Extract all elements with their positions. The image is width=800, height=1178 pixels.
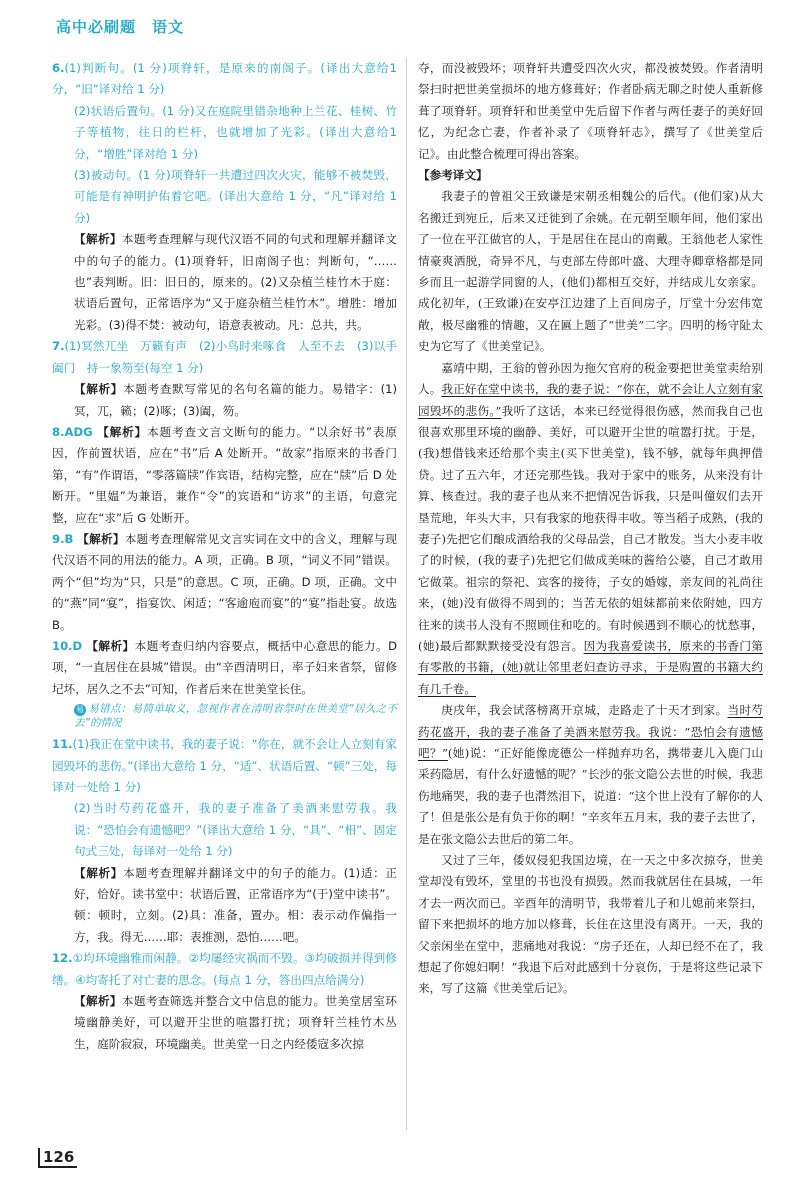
page-number: 126: [38, 1148, 77, 1168]
answer-text: (1)判断句。(1 分)项脊轩，是原来的南阁子。(译出大意给1 分，“旧”译对给 1 分): [52, 61, 397, 97]
analysis-continuation: 夺，而没被毁坏；项脊轩共遭受四次火灾，都没被焚毁。作者清明祭扫时把世美堂损坏的地方修葺好；作者卧病无聊之时使人重新修葺了项脊轩。项脊轩和世美堂中先后留下作者与两任妻子的美好回忆，为纪念亡妻，作者补录了《项脊轩志》，撰写了《世美堂后记》。由此整合梳理可得出答案。: [418, 61, 763, 161]
answer-item: [52, 336, 397, 379]
question-number: 10.: [52, 638, 73, 653]
answer-item: [52, 636, 397, 700]
left-column: [52, 58, 397, 1055]
analysis-item: [52, 379, 397, 422]
analysis-text: 本题考查文言文断句的能力。“以余好书”表原因，作前置状语，应在“书”后 A 处断开。“故家”指原来的书香门第，“有”作谓语，“零落篇牍”作宾语，结构完整，应在“牍”后 D 处断开。“里媪”为兼语，兼作“令”的宾语和“访求”的主语，句意完整，应在“求”后 G 处断开。: [52, 424, 398, 525]
analysis-item: [52, 991, 397, 1055]
answer-text: ①均环境幽雅而闲静。②均屡经灾祸而不毁。③均破损并得到修缮。④均寄托了对亡妻的思念。(每点 1 分，答出四点给满分): [52, 951, 397, 987]
question-number: 6.: [52, 61, 65, 75]
answer-text: (1)冥然兀坐 万籁有声 (2)小鸟时来啄食 人至不去 (3)以手阖门 持一象笏至(每空 1 分): [52, 339, 397, 375]
analysis-item: [52, 229, 397, 336]
question-number: 12.: [52, 951, 73, 966]
answer-item: [52, 948, 397, 991]
underlined-text: 当时芍药花盛开，我的妻子准备了美酒来慰劳我。我说：“恐怕会有遗憾吧？”: [418, 703, 763, 760]
analysis-tag: 【解析】: [74, 994, 122, 1009]
answer-text: (1)我正在堂中读书，我的妻子说：“你在，就不会让人立刻有家园毁坏的悲伤。”(译出大意给 1 分，“适”、状语后置、“顿”三处，每译对一处给 1 分): [52, 737, 397, 794]
translation-text: 我听了这话，本来已经觉得很伤感，然而我自己也很喜欢那里环境的幽静、美好，可以避开尘世的喧嚣打扰。于是，(我)想借钱来还给那个卖主(买下世美堂)，钱不够，就每年典押借贷。过了五六年，才还完那些钱。我对于家中的账务，从来没有计算、核查过。我的妻子也从来不把情况告诉我，只是叫僮奴们去开垦荒地，年头大丰，只有我家的地获得丰收。等当稻子成熟，(我的妻子)先把它们酿成酒给我的父母品尝，自己才散发。当大小麦丰收了的时候，(我的妻子)先把它们做成美味的酱给公婆，自己才敢用它做菜。祖宗的祭祀、宾客的接待，子女的婚嫁，亲友间的礼尚往来，(她)没有做得不周到的；当苦无依的姐妹都前来依附她，四方往来的读书人没有不照顾住和吃的。有时候遇到不顺心的忧愁事，(她)最后都默默接受没有怨言。: [418, 403, 763, 653]
underlined-text: 我正好在堂中读书，我的妻子说：“你在，就不会让人立刻有家园毁坏的悲伤。”: [418, 382, 763, 418]
answer-choice: ADG: [64, 424, 93, 439]
translation-text: 嘉靖中期，王翁的曾孙因为拖欠官府的税金要把世美堂卖给别人。: [418, 360, 763, 397]
analysis-text: 本题考查筛选并整合文中信息的能力。世美堂居室环境幽静美好，可以避开尘世的喧嚣打扰；项脊轩兰桂竹木丛生，庭阶寂寂，环境幽美。世美堂一日之内经倭寇多次掠: [74, 994, 397, 1051]
analysis-tag: 【解析】: [77, 531, 125, 546]
analysis-item: [52, 863, 397, 949]
analysis-text: 本题考查理解常见文言实词在文中的含义，理解与现代汉语不同的用法的能力。A 项，正确。B 项，“词义不同”错误。两个“但”均为“只，只是”的意思。C 项，正确。D 项，正确。文中的“燕”同“宴”，指宴饮、闲适；“客逾庖而宴”的“宴”指赴宴。故选 B。: [52, 531, 397, 632]
translation-text: 庚戌年，我会试落榜离开京城，走路走了十天才到家。: [441, 703, 728, 718]
analysis-tag: 【解析】: [74, 382, 124, 397]
analysis-text: 本题考查归纳内容要点，概括中心意思的能力。D 项，“一直居住在县城”错误。由“辛酉清明日，率子妇来省祭，留修圮坏，居久之不去”可知，作者后来在世美堂长住。: [52, 638, 397, 696]
column-divider: [406, 58, 407, 1130]
translation-paragraph: 我妻子的曾祖父王致谦是宋朝丞相魏公的后代。(他们家)从大名搬迁到宛丘，后来又迁徙到了余姚。在元朝至顺年间，他们家出了一位在平江做官的人，于是居住在昆山的南戴。王翁他老人家性情豪爽洒脱，奇异不凡，与吏部左侍郎叶盛、大理寺卿章格都是同乡而且一起游学同窗的人，(他们)都相互交好，并结成儿女亲家。成化初年，(王致谦)在安亭江边建了上百间房子，厅堂十分宏伟宽敞，极尽幽雅的情趣，又在匾上题了“世美”二字。四明的杨守阯太史为它写了《世美堂记》。: [418, 189, 763, 354]
answer-choice: D: [72, 638, 83, 653]
answer-item: [52, 529, 397, 636]
translation-text: (她)说：“正好能像庞德公一样抛弃功名，携带妻儿入鹿门山采药隐居，有什么好遗憾的呢？”长沙的张文隐公去世的时候，我悲伤地痛哭，我的妻子也潸然泪下，说道：“这个世上没有了解你的人了！但是张公是有负于你的啊！”辛亥年五月末，我的妻子去世了，是在张文隐公去世后的第二年。: [418, 746, 763, 846]
reference-translation-title: 【参考译文】: [418, 168, 488, 183]
answer-item: [52, 101, 397, 165]
right-column: [418, 58, 763, 1000]
answer-text: (2)状语后置句。(1 分)又在庭院里错杂地种上兰花、桂树、竹子等植物，往日的栏杆，也就增加了光彩。(译出大意给1 分，“增胜”译对给 1 分): [74, 103, 397, 161]
question-number: 8.: [52, 424, 65, 439]
question-number: 11.: [52, 737, 73, 752]
note-badge-icon: 易: [76, 705, 84, 715]
underlined-text: 因为我喜爱读书，原来的书香门第有零散的书籍，(她)就让邻里老妇查访寻求，于是购置的书籍大约有几千卷。: [418, 638, 763, 696]
answer-text: (2)当时芍药花盛开，我的妻子准备了美酒来慰劳我。我说：“恐怕会有遗憾吧？”(译出大意给 1 分，“具”、“相”、固定句式三处，每译对一处给 1 分): [74, 801, 397, 859]
answer-item: [52, 798, 397, 862]
answer-item: [52, 165, 397, 229]
translation-paragraph: 又过了三年，倭奴侵犯我国边境，在一天之中多次掠夺，世美堂却没有毁坏，堂里的书也没有损毁。然而我就居住在县城，一年才去一两次而已。辛酉年的清明节，我带着儿子和儿媳前来祭扫，留下来把损坏的地方加以修葺，长住在这里没有离开。一天，我的父亲闲坐在堂中，悲痛地对我说：“房子还在，人却已经不在了，我想起了你媳妇啊！”我退下后对此感到十分哀伤，于是将这些记录下来，写了这篇《世美堂后记》。: [418, 853, 763, 996]
note-text: 易错点：易简单取义，忽视作者在清明省祭时在世美堂“居久之不去”的情况: [74, 703, 397, 730]
error-note: [52, 702, 397, 730]
analysis-tag: 【解析】: [97, 424, 148, 439]
translation-paragraph: [418, 358, 763, 701]
analysis-tag: 【解析】: [74, 232, 122, 247]
analysis-text: 本题考查默写常见的名句名篇的能力。易错字：(1)冥，兀，籁；(2)啄；(3)阖，笏。: [74, 382, 397, 418]
question-number: 7.: [52, 339, 65, 354]
analysis-text: 本题考查理解与现代汉语不同的句式和理解并翻译文中的句子的能力。(1)项脊轩，旧南阁子也：判断句，“……也”表判断。旧：旧日的，原来的。(2)又杂植兰桂竹木于庭：状语后置句，正常语序为“又于庭杂植兰桂竹木”。增胜：增加光彩。(3)得不焚：被动句，语意表被动。凡：总共，共。: [74, 232, 397, 332]
answer-choice: B: [64, 531, 74, 546]
analysis-text: 本题考查理解并翻译文中的句子的能力。(1)适：正好，恰好。读书堂中：状语后置，正常语序为“(于)堂中读书”。顿：顿时，立刻。(2)具：准备，置办。相：表示动作偏指一方，我。得无……耶：表推测，恐怕……吧。: [74, 865, 397, 944]
answer-text: (3)被动句。(1 分)项脊轩一共遭过四次火灾，能够不被焚毁，可能是有神明护佑着它吧。(译出大意给 1 分，“凡”译对给 1 分): [74, 168, 397, 225]
analysis-tag: 【解析】: [86, 638, 135, 653]
answer-item: [52, 734, 397, 798]
translation-paragraph: [418, 700, 763, 850]
question-number: 9.: [52, 531, 65, 546]
analysis-tag: 【解析】: [74, 865, 124, 880]
answer-item: [52, 58, 397, 101]
answer-item: [52, 422, 397, 529]
page-header: 高中必刷题 语文: [56, 18, 185, 36]
